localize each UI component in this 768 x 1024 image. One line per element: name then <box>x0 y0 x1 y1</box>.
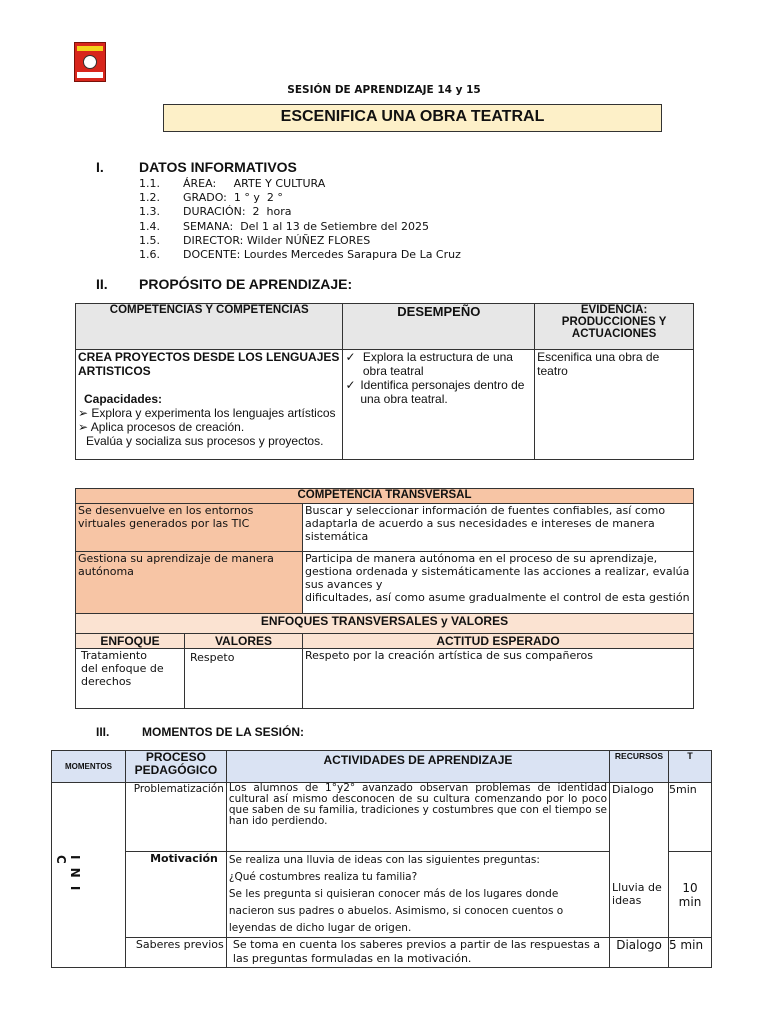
enfoque-header: ENFOQUE <box>76 634 185 649</box>
transversal-competency: Gestiona su aprendizaje de manera autónoma <box>76 552 303 614</box>
transversal-description: Participa de manera autónoma en el proceso de su aprendizaje, gestiona ordenada y sistemáticamente las acciones a realizar, evalúa sus avances y dificultades, así como asume gradualmente el control de esta gestión <box>303 552 694 614</box>
recursos-header: RECURSOS <box>610 751 669 783</box>
competencias-header: COMPETENCIAS Y COMPETENCIAS <box>76 304 343 350</box>
moment-label: I N I C <box>54 855 82 893</box>
desempeno-header: DESEMPEÑO <box>343 304 535 350</box>
valores-header: VALORES <box>185 634 303 649</box>
session-number: SESIÓN DE APRENDIZAJE 14 y 15 <box>287 84 481 96</box>
desempeno-item: ✓ Identifica personajes dentro de una obra teatral. <box>345 378 525 406</box>
datos-item: 1.4. SEMANA: Del 1 al 13 de Setiembre del 2025 <box>139 219 429 233</box>
actividad-cell: Se toma en cuenta los saberes previos a partir de las respuestas a las preguntas formuladas en la motivación. <box>226 938 609 968</box>
transversal-competency: Se desenvuelve en los entornos virtuales generados por las TIC <box>76 504 303 552</box>
capacidad-item: ➢ Aplica procesos de creación. <box>78 420 245 434</box>
valor-cell: Respeto <box>185 649 303 709</box>
evidencia-header: EVIDENCIA: PRODUCCIONES Y ACTUACIONES <box>535 304 694 350</box>
proceso-cell: Saberes previos <box>125 938 226 968</box>
t-header: T <box>668 751 711 783</box>
tiempo-cell: 5 min <box>668 938 711 968</box>
capacidad-item: ➢ Explora y experimenta los lenguajes artísticos <box>78 406 336 420</box>
arrow-bullet-icon: ➢ <box>78 420 91 434</box>
page-title: ESCENIFICA UNA OBRA TEATRAL <box>163 104 662 132</box>
datos-item: 1.1. ÁREA: ARTE Y CULTURA <box>139 177 326 190</box>
section-3-number: III. <box>96 725 110 739</box>
evidencia-cell: Escenifica una obra de teatro <box>535 350 694 460</box>
datos-item: 1.6. DOCENTE: Lourdes Mercedes Sarapura De La Cruz <box>139 248 461 262</box>
enfoque-cell: Tratamiento del enfoque de derechos <box>76 649 185 709</box>
actitud-cell: Respeto por la creación artística de sus compañeros <box>303 649 694 709</box>
enfoques-title: ENFOQUES TRANSVERSALES y VALORES <box>76 614 694 634</box>
actividad-question: ¿Qué costumbres realiza tu familia? <box>228 871 418 883</box>
proceso-header: PROCESO PEDAGÓGICO <box>125 751 226 783</box>
actividades-header: ACTIVIDADES DE APRENDIZAJE <box>226 751 609 783</box>
moments-table <box>51 750 712 968</box>
transversal-table <box>75 488 694 709</box>
tiempo-cell: 5min <box>668 783 711 852</box>
datos-item: 1.3. DURACIÓN: 2 hora <box>139 205 292 219</box>
desempeno-cell <box>343 350 535 460</box>
section-2-heading: PROPÓSITO DE APRENDIZAJE: <box>139 276 353 292</box>
recurso-cell: Dialogo <box>610 938 669 968</box>
capacidad-item: Evalúa y socializa sus procesos y proyectos. <box>86 434 324 448</box>
competencia-title: CREA PROYECTOS DESDE LOS LENGUAJES ARTISTICOS <box>78 350 340 378</box>
capacidades-label: Capacidades: <box>84 392 163 406</box>
purpose-table <box>75 303 694 460</box>
recurso-cell: Dialogo <box>610 783 669 852</box>
actividad-cell <box>226 852 609 938</box>
proceso-cell: Motivación <box>125 852 226 938</box>
tiempo-cell: 10 min <box>668 852 711 938</box>
section-1-number: I. <box>96 159 104 175</box>
checkmark-icon: ✓ <box>345 378 356 392</box>
section-3-heading: MOMENTOS DE LA SESIÓN: <box>142 725 305 739</box>
desempeno-item: ✓ Explora la estructura de una obra teatral <box>345 350 513 378</box>
actividad-line: Se realiza una lluvia de ideas con las siguientes preguntas: <box>228 854 540 866</box>
actividad-cell: Los alumnos de 1°y2° avanzado observan problemas de identidad cultural así mismo desconocen de su cultura comenzando por lo poco que saben de su familia, tradiciones y costumbres que con el tiempo se han ido perdiendo. <box>226 783 609 852</box>
section-2-number: II. <box>96 276 108 292</box>
datos-item: 1.2. GRADO: 1 ° y 2 ° <box>139 191 283 205</box>
momentos-header: MOMENTOS <box>52 751 126 783</box>
transversal-description: Buscar y seleccionar información de fuentes confiables, así como adaptarla de acuerdo a sus necesidades e intereses de manera sistemática <box>303 504 694 552</box>
datos-item: 1.5. DIRECTOR: Wilder NÚÑEZ FLORES <box>139 233 371 247</box>
section-1-heading: DATOS INFORMATIVOS <box>139 159 297 175</box>
competencia-cell <box>76 350 343 460</box>
moment-inicio-cell <box>52 783 126 968</box>
transversal-title: COMPETENCIA TRANSVERSAL <box>76 489 694 504</box>
arrow-bullet-icon: ➢ <box>78 406 92 420</box>
datos-list <box>139 177 461 262</box>
actitud-header: ACTITUD ESPERADO <box>303 634 694 649</box>
recurso-cell: Lluvia de ideas <box>610 852 669 938</box>
school-logo <box>74 42 106 82</box>
checkmark-icon: ✓ <box>345 350 356 364</box>
actividad-line: Se les pregunta si quisieran conocer más de los lugares donde nacieron sus padres o abuelos. Asimismo, si conocen cuentos o leyendas de dicho lugar de origen. <box>228 888 564 934</box>
proceso-cell: Problematización <box>125 783 226 852</box>
